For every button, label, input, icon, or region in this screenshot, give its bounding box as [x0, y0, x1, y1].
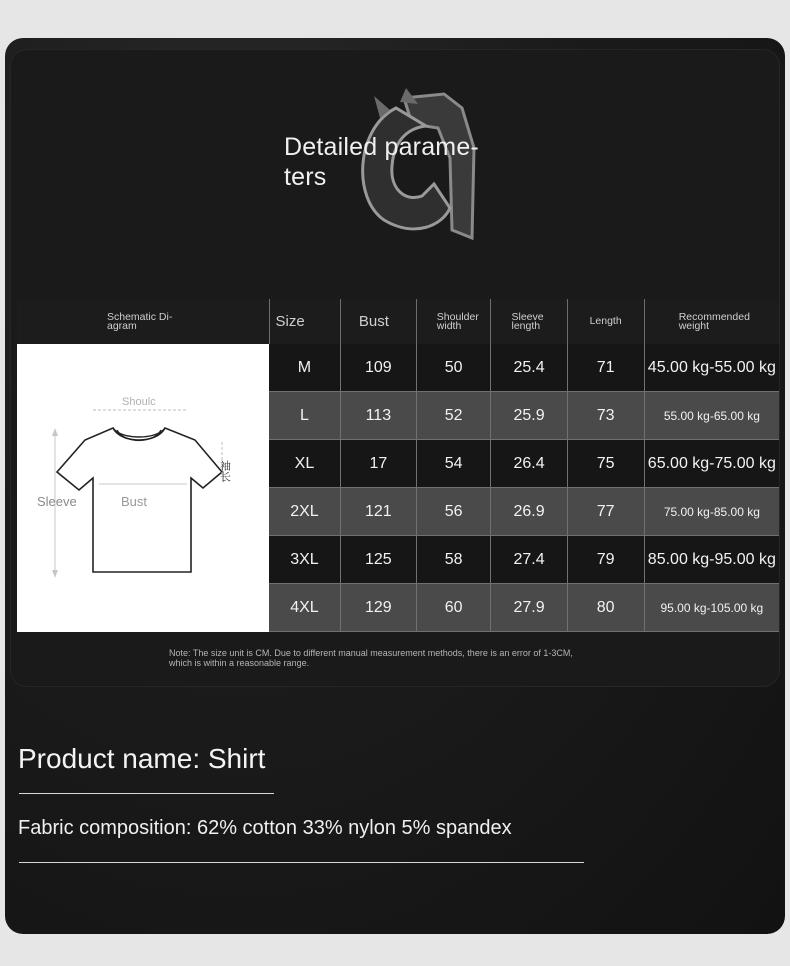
bust-label: Bust	[121, 494, 148, 509]
table-row	[17, 344, 779, 392]
cell-size: 3XL	[269, 536, 340, 584]
cell-weight: 75.00 kg-85.00 kg	[644, 488, 779, 536]
cell-weight: 45.00 kg-55.00 kg	[644, 344, 779, 392]
divider	[19, 862, 584, 863]
table-header-row	[17, 299, 779, 344]
content-card	[5, 38, 785, 934]
measurement-note: Note: The size unit is CM. Due to different manual measurement methods, there is an error of 1-3CM, which is within a reasonable range.	[169, 648, 573, 668]
col-header-weight: Recommended weight	[644, 299, 779, 344]
fabric-composition: Fabric composition: 62% cotton 33% nylon 5% spandex	[18, 817, 512, 839]
cell-weight: 65.00 kg-75.00 kg	[644, 440, 779, 488]
cell-sleeve: 25.4	[491, 344, 567, 392]
cell-sleeve: 27.9	[491, 584, 567, 632]
cell-sleeve: 26.4	[491, 440, 567, 488]
page-title: Detailed parame- ters	[284, 133, 479, 191]
cell-weight: 95.00 kg-105.00 kg	[644, 584, 779, 632]
cell-length: 73	[567, 392, 644, 440]
shoulder-label: Shoulc	[122, 396, 156, 408]
cell-size: M	[269, 344, 340, 392]
col-header-size: Size	[269, 299, 340, 344]
cell-size: 2XL	[269, 488, 340, 536]
cell-weight: 55.00 kg-65.00 kg	[644, 392, 779, 440]
cell-sleeve: 26.9	[491, 488, 567, 536]
cell-length: 79	[567, 536, 644, 584]
col-header-length: Length	[567, 299, 644, 344]
cell-length: 77	[567, 488, 644, 536]
col-header-bust: Bust	[340, 299, 416, 344]
cell-length: 80	[567, 584, 644, 632]
cell-weight: 85.00 kg-95.00 kg	[644, 536, 779, 584]
cell-length: 75	[567, 440, 644, 488]
cell-bust: 113	[340, 392, 416, 440]
schematic-diagram	[17, 344, 269, 632]
cell-shoulder: 54	[416, 440, 491, 488]
cell-bust: 121	[340, 488, 416, 536]
cell-sleeve: 25.9	[491, 392, 567, 440]
cell-shoulder: 58	[416, 536, 491, 584]
size-table	[17, 299, 779, 632]
sleeve-label: Sleeve	[37, 494, 77, 509]
cell-bust: 125	[340, 536, 416, 584]
cell-shoulder: 50	[416, 344, 491, 392]
cell-bust: 129	[340, 584, 416, 632]
cell-size: XL	[269, 440, 340, 488]
tshirt-diagram-icon	[17, 344, 269, 620]
cell-shoulder: 56	[416, 488, 491, 536]
cell-sleeve: 27.4	[491, 536, 567, 584]
col-header-diagram: Schematic Di- agram	[17, 299, 269, 344]
sleeve-length-label: 袖长	[218, 460, 232, 482]
col-header-sleeve: Sleeve length	[491, 299, 567, 344]
cell-size: 4XL	[269, 584, 340, 632]
cell-length: 71	[567, 344, 644, 392]
cell-bust: 109	[340, 344, 416, 392]
cell-bust: 17	[340, 440, 416, 488]
divider	[19, 793, 274, 794]
cell-shoulder: 52	[416, 392, 491, 440]
cell-shoulder: 60	[416, 584, 491, 632]
size-chart-panel	[11, 50, 779, 686]
col-header-shoulder: Shoulder width	[416, 299, 491, 344]
product-name: Product name: Shirt	[18, 743, 266, 774]
cell-size: L	[269, 392, 340, 440]
